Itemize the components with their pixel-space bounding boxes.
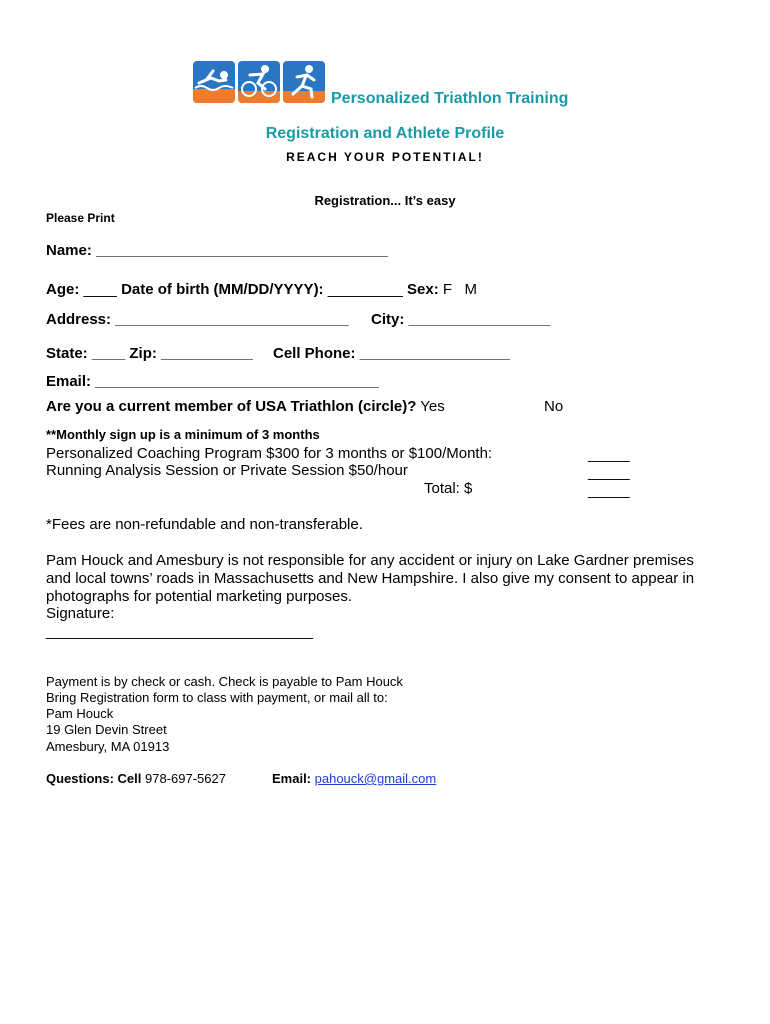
age-label: Age: (46, 281, 80, 298)
age-field[interactable]: ____ (83, 281, 117, 298)
liability-line-2: and local towns’ roads in Massachusetts and New Hampshire. I also give my consent to appear in (46, 570, 695, 587)
address-field[interactable]: Address: ____________________________ (46, 311, 349, 328)
age-dob-sex-row (46, 281, 477, 298)
total-label: Total: $ (424, 480, 473, 497)
liability-line-3: photographs for potential marketing purposes. (46, 588, 353, 605)
usat-question-row (46, 398, 445, 415)
triathlon-logo (193, 61, 325, 103)
questions-phone (46, 771, 226, 786)
email-label: Email: (272, 771, 312, 786)
questions-label: Questions: Cell (46, 771, 142, 786)
coaching-amount-blank[interactable]: _____ (588, 446, 630, 463)
cell-phone-field[interactable]: Cell Phone: __________________ (273, 345, 510, 362)
minimum-note: **Monthly sign up is a minimum of 3 months (46, 427, 320, 442)
sex-label: Sex: (407, 281, 439, 298)
dob-field[interactable]: _________ (327, 281, 403, 298)
email-field[interactable]: Email: __________________________________ (46, 373, 379, 390)
page-title: Registration and Athlete Profile (265, 125, 505, 142)
dob-label: Date of birth (MM/DD/YYYY): (121, 281, 324, 298)
signature-field[interactable]: ________________________________ (46, 623, 313, 640)
subtitle: Registration... It’s easy (314, 193, 456, 208)
name-field[interactable]: Name: ___________________________________ (46, 242, 388, 259)
signature-label: Signature: (46, 605, 115, 622)
total-amount-blank[interactable]: _____ (588, 482, 630, 499)
running-price: Running Analysis Session or Private Session $50/hour (46, 462, 408, 479)
state-zip-field[interactable]: State: ____ Zip: ___________ (46, 345, 253, 362)
cyclist-icon (238, 61, 280, 103)
tagline: REACH YOUR POTENTIAL! (286, 150, 484, 164)
phone-number: 978-697-5627 (144, 771, 226, 786)
contact-email (272, 771, 436, 786)
liability-line-1: Pam Houck and Amesbury is not responsible for any accident or injury on Lake Gardner premises (46, 552, 694, 569)
runner-icon (283, 61, 325, 103)
usat-no-option[interactable]: No (544, 398, 564, 415)
email-link[interactable]: pahouck@gmail.com (314, 771, 437, 786)
mail-name: Pam Houck (46, 706, 114, 721)
payment-line-1: Payment is by check or cash. Check is payable to Pam Houck (46, 674, 403, 689)
city-field[interactable]: City: _________________ (371, 311, 551, 328)
swimmer-icon (193, 61, 235, 103)
mail-city: Amesbury, MA 01913 (46, 739, 170, 754)
mail-street: 19 Glen Devin Street (46, 722, 167, 737)
please-print-note: Please Print (46, 211, 115, 225)
running-amount-blank[interactable]: _____ (588, 464, 630, 481)
brand-name: Personalized Triathlon Training (331, 90, 569, 107)
fees-note: *Fees are non-refundable and non-transferable. (46, 516, 363, 533)
usat-yes-option[interactable]: Yes (420, 398, 445, 415)
coaching-price: Personalized Coaching Program $300 for 3 months or $100/Month: (46, 445, 493, 462)
sex-options[interactable]: F M (442, 281, 478, 298)
payment-line-2: Bring Registration form to class with payment, or mail all to: (46, 690, 388, 705)
usat-question: Are you a current member of USA Triathlon (circle)? (46, 398, 417, 415)
